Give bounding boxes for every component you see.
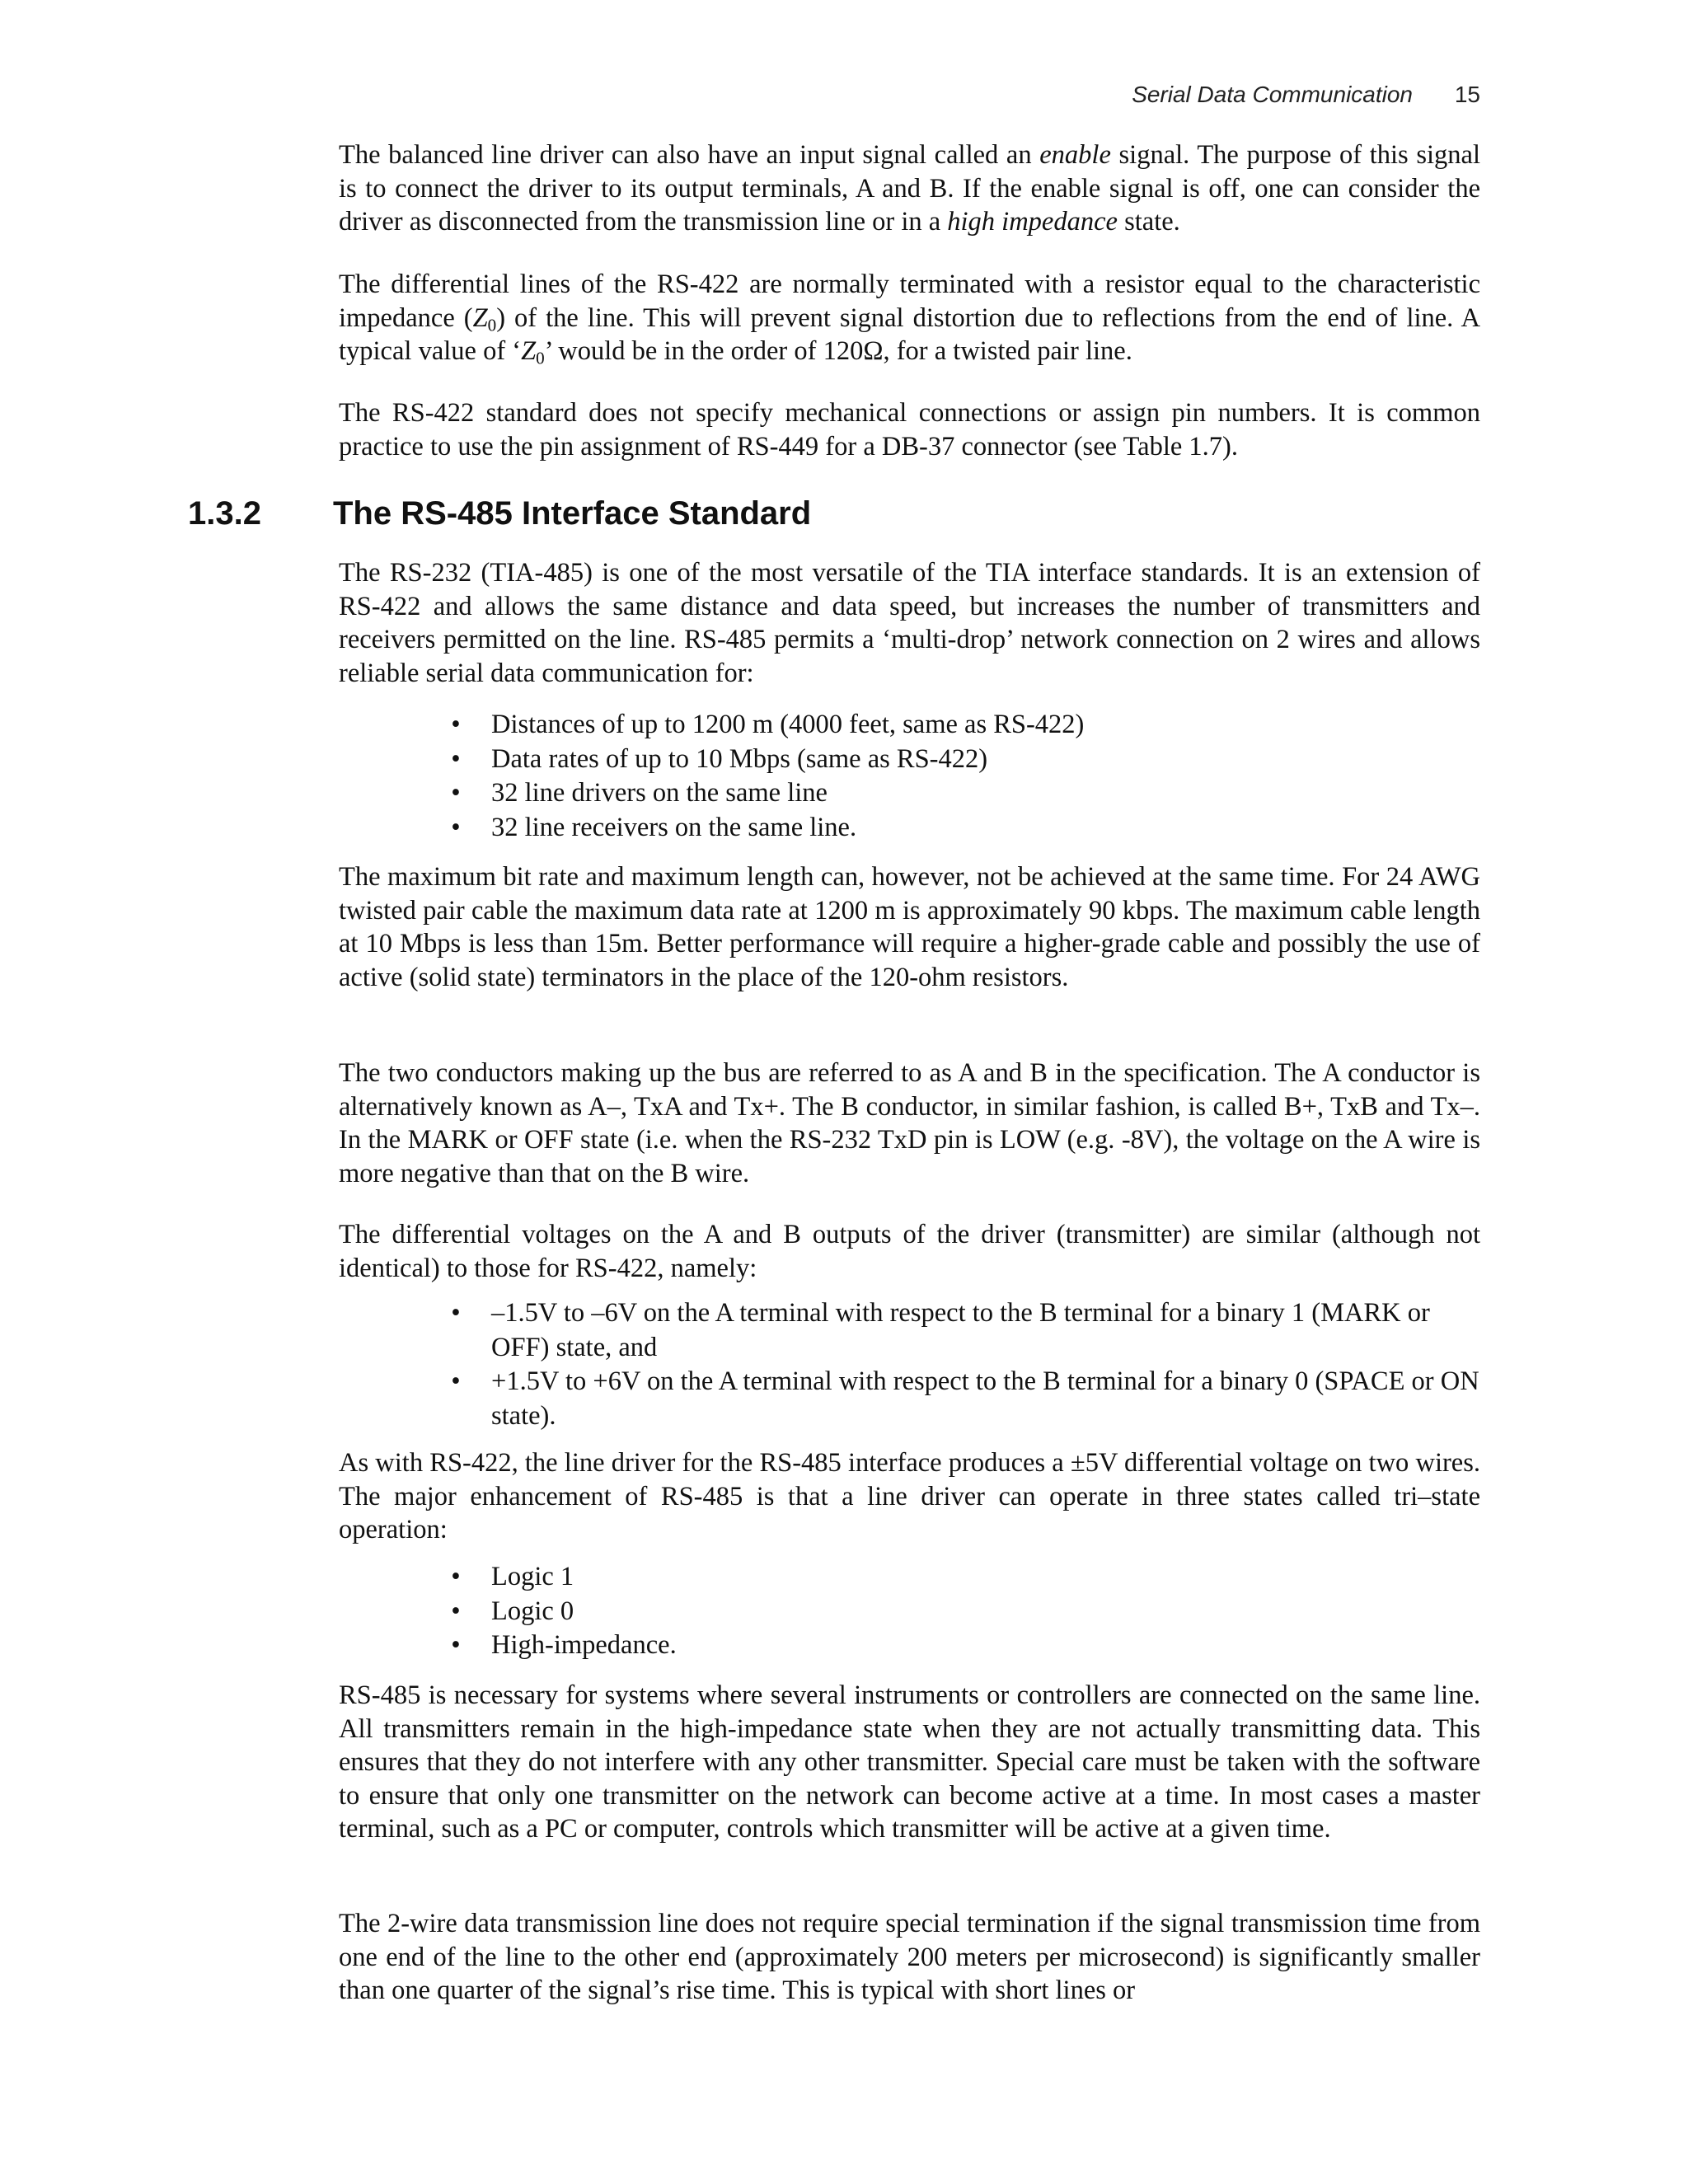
section-title: The RS-485 Interface Standard: [333, 495, 812, 532]
bullet-icon: •: [451, 710, 461, 739]
list-item-text: +1.5V to +6V on the A terminal with respect to the B terminal for a binary 0 (SPACE or ON state).: [491, 1366, 1479, 1431]
list-item-text: Data rates of up to 10 Mbps (same as RS-422): [491, 743, 988, 774]
paragraph-differential-voltages: The differential voltages on the A and B outputs of the driver (transmitter) are similar (although not identical) to those for RS-422, namely:: [339, 1220, 1480, 1283]
list-item-text: 32 line drivers on the same line: [491, 778, 828, 808]
bullet-icon: •: [451, 743, 461, 774]
emphasis-enable: enable: [1039, 140, 1111, 170]
paragraph-enable-signal: The balanced line driver can also have an input signal called an enable signal. The purpose of this signal is to connect the driver to its output terminals, A and B. If the enable signal is off, one can consider the driver as disconnected from the transmission line or in a high impedance state.: [339, 140, 1480, 237]
bullet-icon: •: [451, 1562, 461, 1591]
list-item: [443, 1629, 1480, 1663]
list-item: [443, 743, 1480, 777]
bullet-icon: •: [451, 1630, 461, 1660]
paragraph-bit-rate: The maximum bit rate and maximum length can, however, not be achieved at the same time. For 24 AWG twisted pair cable the maximum data rate at 1200 m is approximately 90 kbps. The maximum cable length at 10 Mbps is less than 15m. Better performance will require a higher-grade cable and possibly the use of active (solid state) terminators in the place of the 120-ohm resistors.: [339, 862, 1480, 992]
paragraph-pin-assignment: The RS-422 standard does not specify mechanical connections or assign pin numbers. It is common practice to use the pin assignment of RS-449 for a DB-37 connector (see Table 1.7).: [339, 398, 1480, 462]
header-title: Serial Data Communication: [1132, 82, 1413, 107]
bullet-icon: •: [451, 1366, 461, 1396]
list-item-text: Distances of up to 1200 m (4000 feet, same as RS-422): [491, 710, 1085, 739]
list-item: [443, 776, 1480, 811]
list-item-text: –1.5V to –6V on the A terminal with respect to the B terminal for a binary 1 (MARK or OFF) state, and: [491, 1298, 1430, 1362]
bullet-icon: •: [451, 812, 461, 842]
paragraph-two-wire: The 2-wire data transmission line does not require special termination if the signal transmission time from one end of the line to the other end (approximately 200 meters per microsecond) is significantly smaller than one quarter of the signal’s rise time. This is typical with short lines or: [339, 1909, 1480, 2005]
page-number: 15: [1454, 82, 1480, 107]
bullet-list-states: [443, 1560, 1480, 1663]
bullet-list-voltages: [443, 1296, 1480, 1433]
emphasis-high-impedance: high impedance: [947, 207, 1118, 237]
list-item: [443, 1595, 1480, 1629]
paragraph-rs485-intro: The RS-232 (TIA-485) is one of the most versatile of the TIA interface standards. It is an extension of RS-422 and allows the same distance and data speed, but increases the number of transmitters and receivers permitted on the line. RS-485 permits a ‘multi-drop’ network connection on 2 wires and allows reliable serial data communication for:: [339, 558, 1480, 688]
list-item-text: 32 line receivers on the same line.: [491, 812, 857, 842]
paragraph-termination: The differential lines of the RS-422 are normally terminated with a resistor equal to the characteristic impedance $(Z_0)$ of the line. This will prevent signal distortion due to reflections from the end of line. A typical value of ‘$Z_0$’ would be in the order of 120Ω, for a twisted pair line.: [339, 269, 1480, 368]
section-heading: [188, 493, 1507, 534]
list-item-text: Logic 0: [491, 1596, 574, 1626]
section-number: 1.3.2: [188, 495, 261, 532]
bullet-icon: •: [451, 1596, 461, 1626]
bullet-list-capabilities: [443, 708, 1480, 845]
list-item: [443, 811, 1480, 846]
list-item: [443, 708, 1480, 743]
bullet-icon: •: [451, 1298, 461, 1328]
list-item: [443, 1296, 1480, 1365]
list-item-text: High-impedance.: [491, 1630, 677, 1660]
paragraph-tri-state: As with RS-422, the line driver for the RS-485 interface produces a ±5V differential voltage on two wires. The major enhancement of RS-485 is that a line driver can operate in three states called tri–state operation:: [339, 1448, 1480, 1544]
running-header: [989, 80, 1480, 110]
paragraph-multi-instrument: RS-485 is necessary for systems where several instruments or controllers are connected on the same line. All transmitters remain in the high-impedance state when they are not actually transmitting data. This ensures that they do not interfere with any other transmitter. Special care must be taken with the software to ensure that only one transmitter on the network can become active at a time. In most cases a master terminal, such as a PC or computer, controls which transmitter will be active at a given time.: [339, 1680, 1480, 1844]
list-item: [443, 1365, 1480, 1433]
list-item-text: Logic 1: [491, 1562, 574, 1591]
list-item: [443, 1560, 1480, 1595]
bullet-icon: •: [451, 778, 461, 808]
paragraph-conductors: The two conductors making up the bus are referred to as A and B in the specification. The A conductor is alternatively known as A–, TxA and Tx+. The B conductor, in similar fashion, is called B+, TxB and Tx–. In the MARK or OFF state (i.e. when the RS-232 TxD pin is LOW (e.g. -8V), the voltage on the A wire is more negative than that on the B wire.: [339, 1058, 1480, 1188]
